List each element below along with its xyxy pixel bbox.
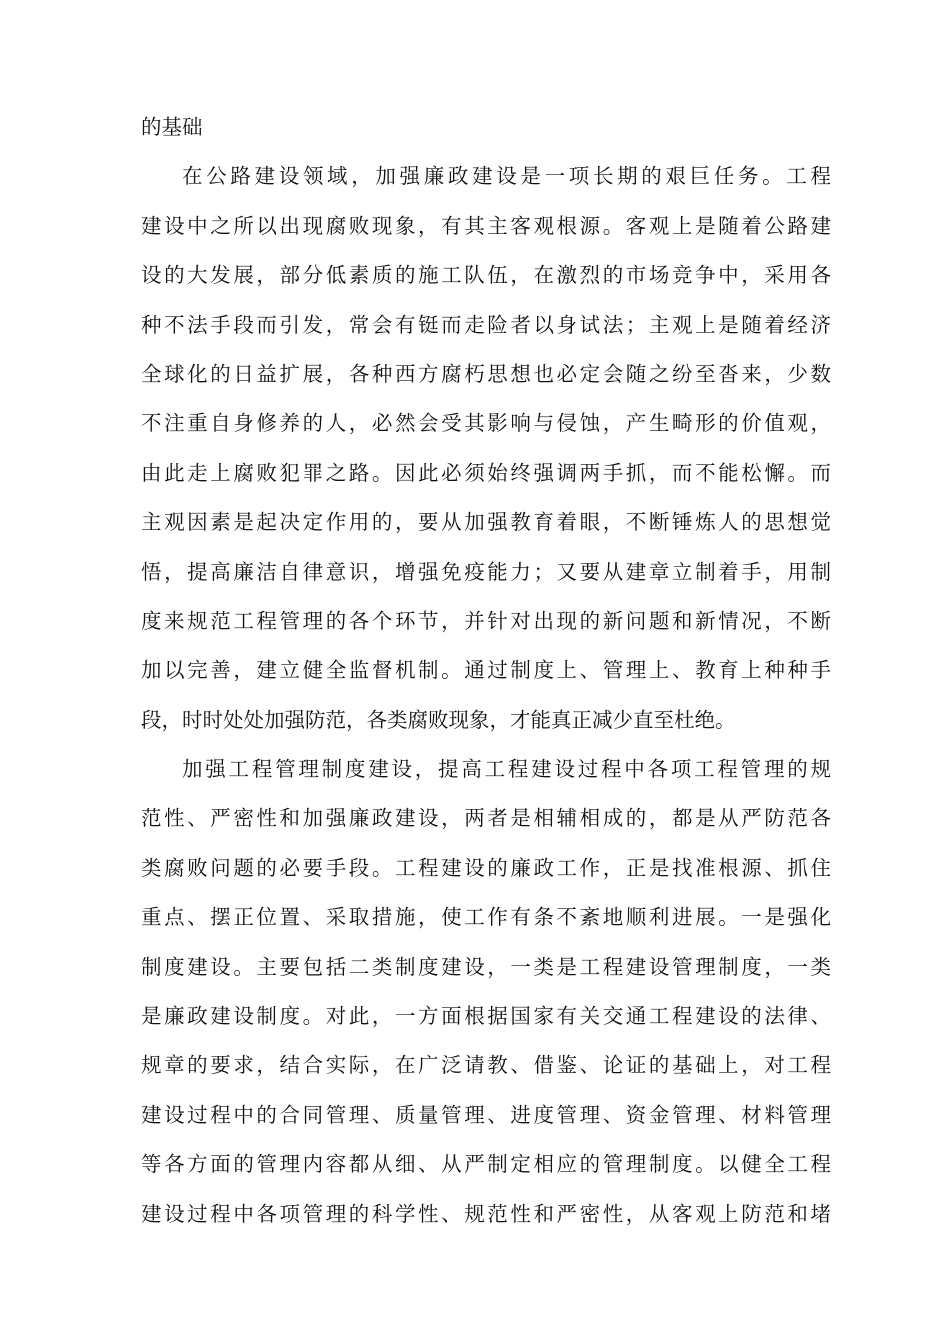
paragraph xyxy=(141,152,831,745)
text-line: 主观因素是起决定作用的，要从加强教育着眼，不断锤炼人的思想觉 xyxy=(141,510,831,535)
text-line: 建设过程中各项管理的科学性、规范性和严密性，从客观上防范和堵 xyxy=(141,1201,831,1226)
text-line: 加强工程管理制度建设，提高工程建设过程中各项工程管理的规 xyxy=(182,757,831,782)
text-line: 悟，提高廉洁自律意识，增强免疫能力；又要从建章立制着手，用制 xyxy=(141,559,831,584)
text-line: 度来规范工程管理的各个环节，并针对出现的新问题和新情况，不断 xyxy=(141,608,831,633)
text-line: 建设过程中的合同管理、质量管理、进度管理、资金管理、材料管理 xyxy=(141,1102,831,1127)
text-line: 由此走上腐败犯罪之路。因此必须始终强调两手抓，而不能松懈。而 xyxy=(141,460,831,485)
document-body xyxy=(141,103,831,1239)
text-line: 加以完善，建立健全监督机制。通过制度上、管理上、教育上种种手 xyxy=(141,658,831,683)
text-line: 类腐败问题的必要手段。工程建设的廉政工作，正是找准根源、抓住 xyxy=(141,855,831,880)
text-line: 在公路建设领域，加强廉政建设是一项长期的艰巨任务。工程 xyxy=(182,164,831,189)
text-line: 等各方面的管理内容都从细、从严制定相应的管理制度。以健全工程 xyxy=(141,1152,831,1177)
text-line: 设的大发展，部分低素质的施工队伍，在激烈的市场竞争中，采用各 xyxy=(141,263,831,288)
text-line: 建设中之所以出现腐败现象，有其主客观根源。客观上是随着公路建 xyxy=(141,213,831,238)
text-line: 不注重自身修养的人，必然会受其影响与侵蚀，产生畸形的价值观， xyxy=(141,411,831,436)
text-line: 是廉政建设制度。对此，一方面根据国家有关交通工程建设的法律、 xyxy=(141,1004,831,1029)
paragraph xyxy=(141,103,831,152)
text-line: 范性、严密性和加强廉政建设，两者是相辅相成的，都是从严防范各 xyxy=(141,806,831,831)
paragraph xyxy=(141,745,831,1239)
text-line: 段，时时处处加强防范，各类腐败现象，才能真正减少直至杜绝。 xyxy=(141,707,736,732)
text-line: 全球化的日益扩展，各种西方腐朽思想也必定会随之纷至沓来，少数 xyxy=(141,361,831,386)
text-line: 的基础 xyxy=(141,115,203,139)
text-line: 种不法手段而引发，常会有铤而走险者以身试法；主观上是随着经济 xyxy=(141,312,831,337)
text-line: 规章的要求，结合实际，在广泛请教、借鉴、论证的基础上，对工程 xyxy=(141,1053,831,1078)
text-line: 重点、摆正位置、采取措施，使工作有条不紊地顺利进展。一是强化 xyxy=(141,905,831,930)
text-line: 制度建设。主要包括二类制度建设，一类是工程建设管理制度，一类 xyxy=(141,954,831,979)
